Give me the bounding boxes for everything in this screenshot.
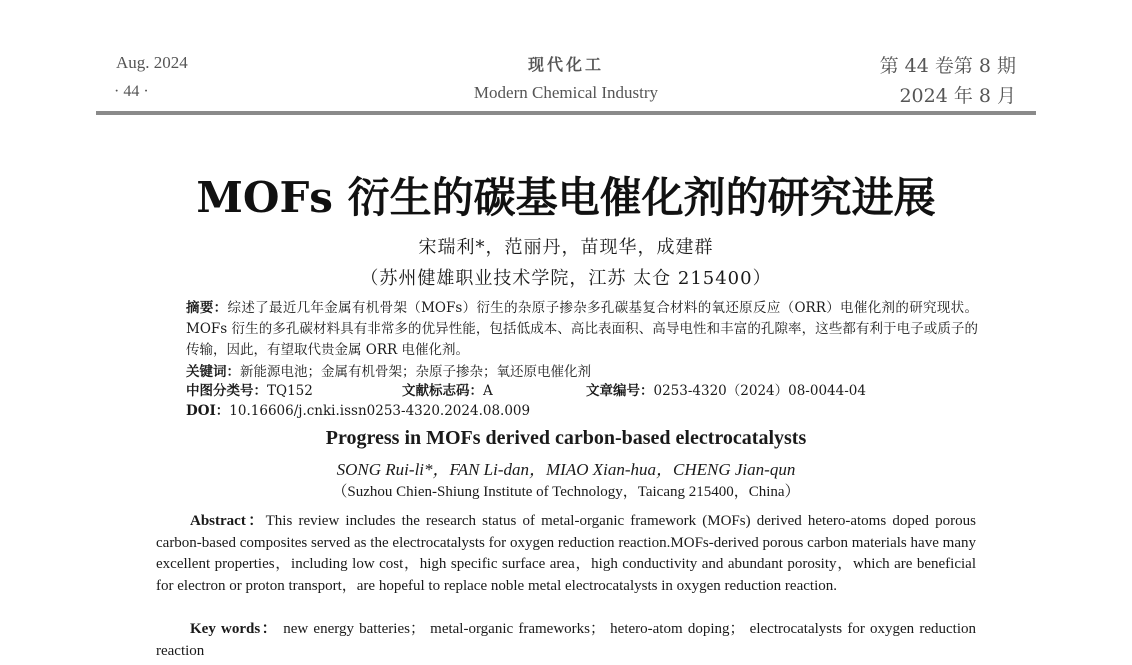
paper-title-en: Progress in MOFs derived carbon-based electrocatalysts [325, 427, 807, 449]
article-number [586, 379, 866, 399]
abstract-cn-label: 摘要： [186, 300, 228, 316]
journal-name-cn: 现代化工 [527, 55, 604, 74]
document-code [402, 379, 493, 399]
clc-label: 中图分类号： [186, 383, 267, 399]
article-number-value: 0253-4320（2024）08-0044-04 [653, 383, 866, 399]
doi [186, 399, 530, 419]
abstract-en-label: Abstract： [190, 513, 266, 529]
keywords-en [156, 619, 976, 662]
header-date-cn: 2024 年 8 月 [899, 85, 1016, 107]
keywords-cn-label: 关键词： [186, 364, 240, 380]
authors-cn: 宋瑞利*，范丽丹，苗现华，成建群 [418, 237, 714, 258]
header-volume-cn: 第 44 卷第 8 期 [879, 55, 1016, 77]
clc-number [186, 379, 313, 399]
affiliation-en: （Suzhou Chien-Shiung Institute of Technology，Taicang 215400，China） [332, 484, 800, 500]
document-code-value: A [483, 383, 493, 399]
header-divider [96, 111, 1036, 115]
abstract-cn-text: 综述了最近几年金属有机骨架（MOFs）衍生的杂原子掺杂多孔碳基复合材料的氧还原反应（ORR）电催化剂的研究现状。MOFs 衍生的多孔碳材料具有非常多的优异性能，包括低成本、高比表面积、高导电性和丰富的孔隙率，这些都有利于电子或质子的传输，因此，有望取代贵金属 ORR 电催化剂。 [186, 300, 979, 358]
journal-name-en: Modern Chemical Industry [473, 83, 659, 102]
paper-title-cn: MOFs 衍生的碳基电催化剂的研究进展 [196, 173, 936, 222]
abstract-en [156, 511, 976, 597]
abstract-cn [186, 298, 978, 361]
doi-label: DOI： [186, 403, 230, 419]
clc-value: TQ152 [267, 383, 313, 399]
keywords-cn-text: 新能源电池；金属有机骨架；杂原子掺杂；氧还原电催化剂 [240, 364, 591, 380]
keywords-cn [186, 360, 591, 380]
article-number-label: 文章编号： [586, 383, 654, 399]
keywords-en-label: Key words： [190, 621, 279, 637]
authors-en: SONG Rui-li*，FAN Li-dan，MIAO Xian-hua，CHENG Jian-qun [336, 460, 796, 479]
doi-link[interactable]: 10.16606/j.cnki.issn0253-4320.2024.08.009 [229, 403, 531, 419]
keywords-en-text: new energy batteries； metal-organic frameworks； hetero-atom doping； electrocatalysts for oxygen reduction reaction [156, 621, 976, 659]
header-page-number: · 44 · [114, 83, 149, 100]
affiliation-cn: （苏州健雄职业技术学院，江苏 太仓 215400） [360, 268, 772, 289]
header-date: Aug. 2024 [116, 53, 188, 72]
document-code-label: 文献标志码： [402, 383, 483, 399]
abstract-en-text: This review includes the research status of metal-organic framework (MOFs) derived hetero-atoms doped porous carbon-based composites served as the electrocatalysts for oxygen reduction reaction.MOFs-derived porous carbon materials have many excellent properties，including low cost，high specific surface area，high conductivity and abundant porosity，which are beneficial for electron or proton transport，are hopeful to replace noble metal electrocatalysts in oxygen reduction reaction. [156, 513, 976, 594]
